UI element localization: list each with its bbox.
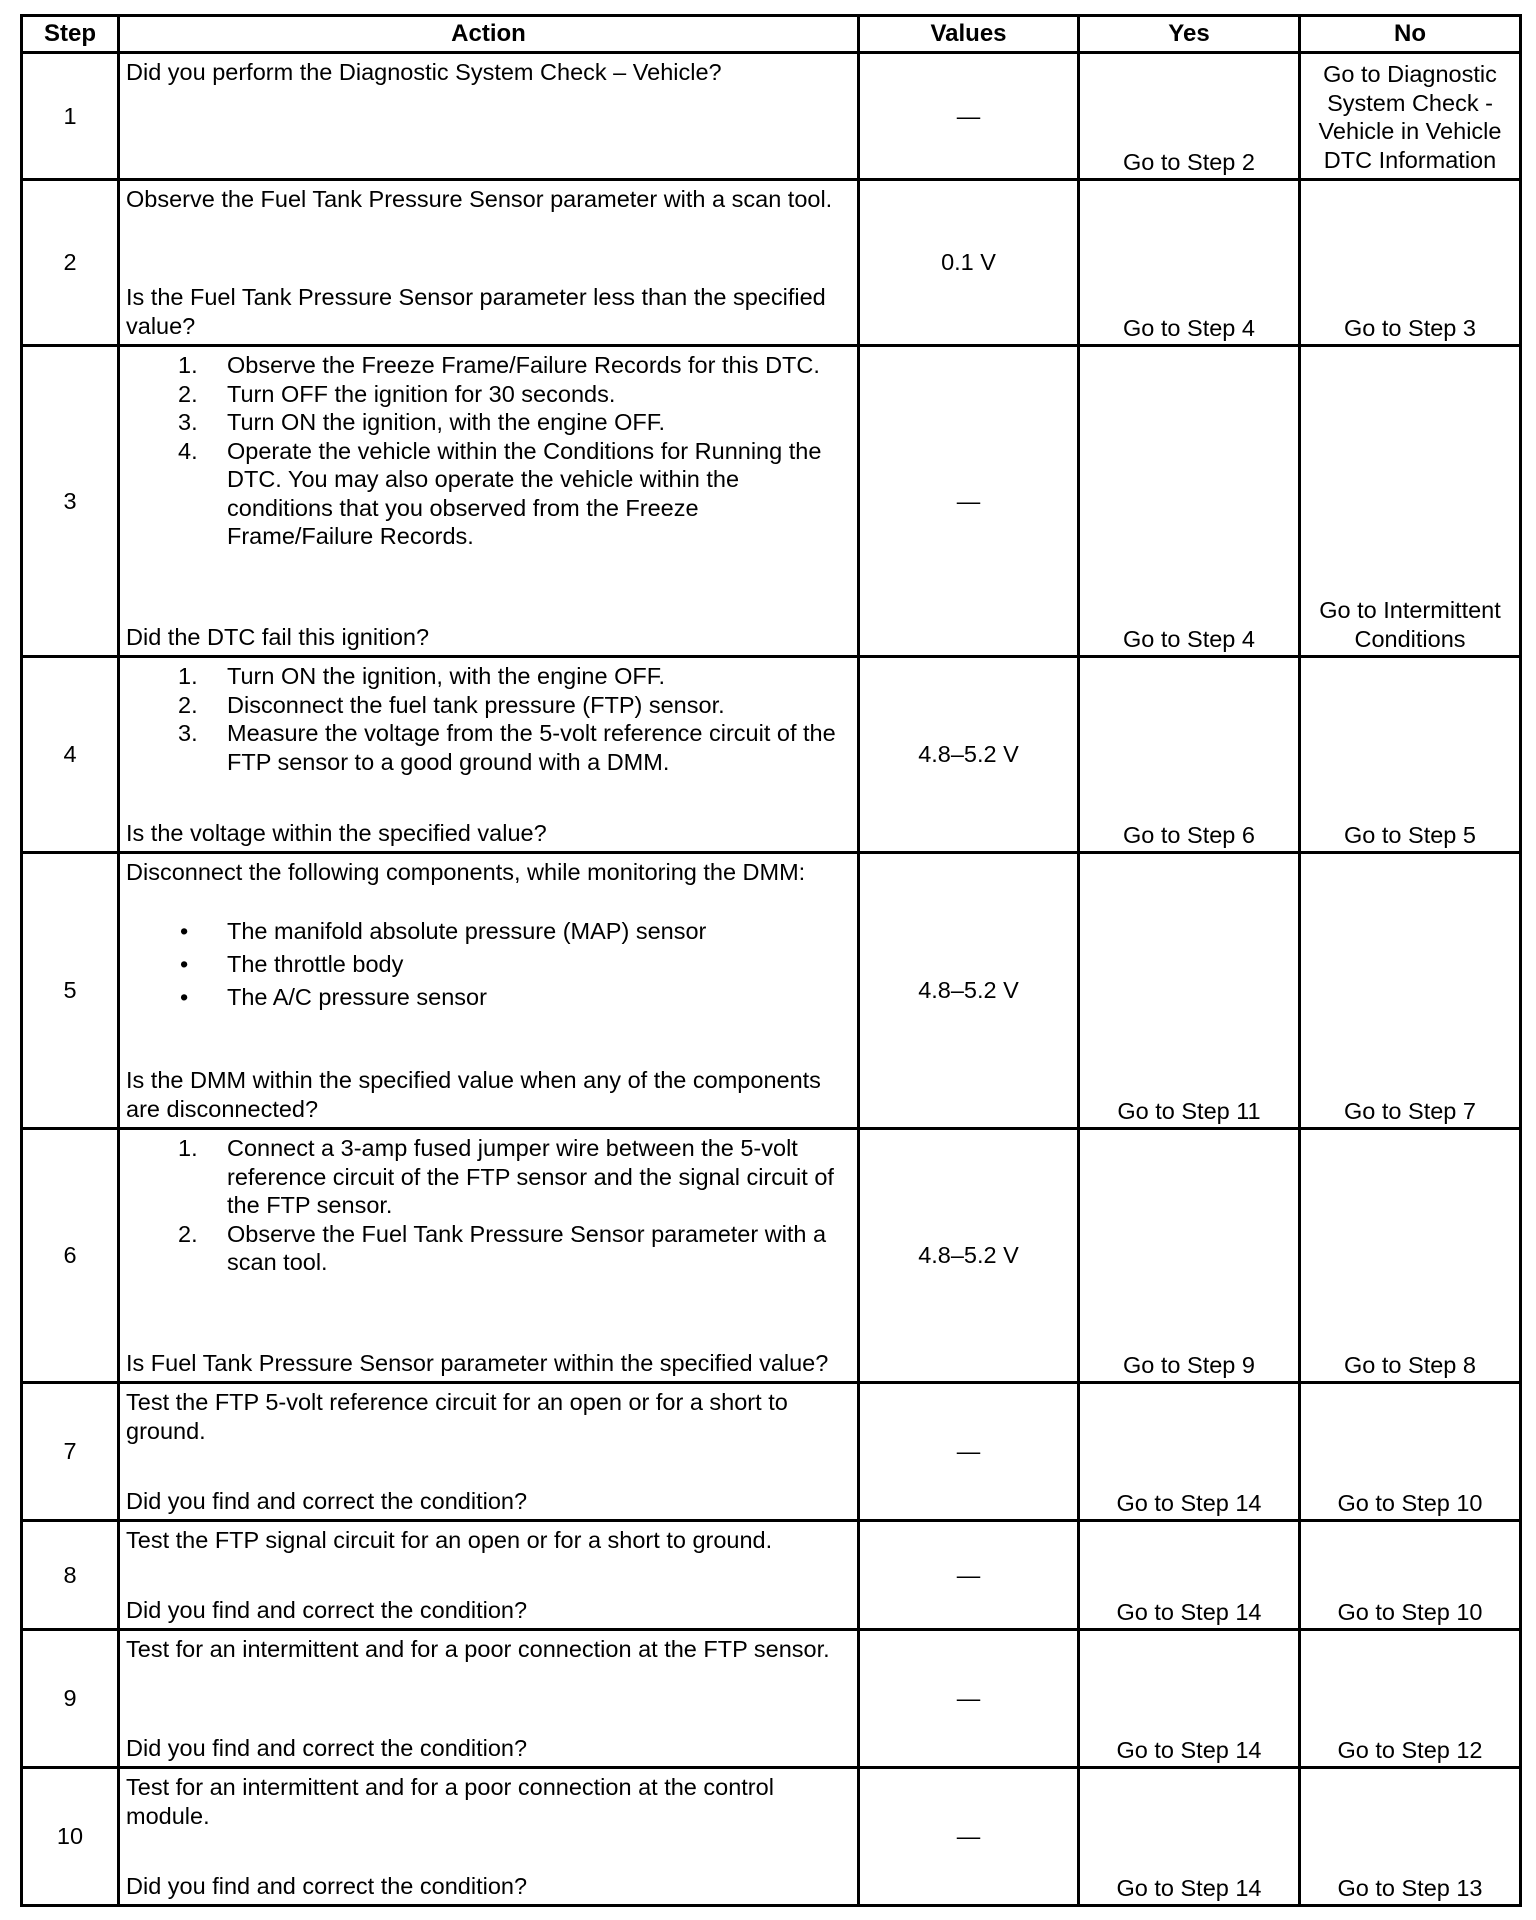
no-cell: Go to Step 3: [1300, 180, 1521, 346]
item-number: 3.: [178, 409, 198, 435]
yes-cell: Go to Step 4: [1079, 180, 1300, 346]
item-text: Observe the Fuel Tank Pressure Sensor parameter with a scan tool.: [227, 1220, 827, 1275]
table-row: [22, 1768, 1521, 1906]
step-number: 2: [22, 180, 119, 346]
action-question: Did the DTC fail this ignition?: [126, 623, 430, 650]
action-question: Did you find and correct the condition?: [126, 1872, 528, 1899]
action-text: Test for an intermittent and for a poor connection at the FTP sensor.: [126, 1636, 830, 1662]
table-row: [22, 180, 1521, 346]
list-item: [126, 915, 851, 948]
action-cell: [119, 1768, 859, 1906]
yes-cell: Go to Step 14: [1079, 1768, 1300, 1906]
header-no: No: [1300, 16, 1521, 53]
no-cell: Go to Step 10: [1300, 1383, 1521, 1521]
table-row: [22, 1383, 1521, 1521]
no-cell: Go to Step 7: [1300, 853, 1521, 1129]
header-step: Step: [22, 16, 119, 53]
no-cell: Go to Step 13: [1300, 1768, 1521, 1906]
item-text: Connect a 3-amp fused jumper wire between the 5-volt reference circuit of the FTP sensor and the signal circuit of the FTP sensor.: [227, 1135, 834, 1218]
table-row: [22, 53, 1521, 180]
no-cell: Go to Step 10: [1300, 1521, 1521, 1630]
action-question: Is the Fuel Tank Pressure Sensor parameter less than the specified value?: [126, 284, 826, 339]
value-cell: —: [859, 1768, 1079, 1906]
item-text: The manifold absolute pressure (MAP) sensor: [227, 917, 707, 944]
action-text: Observe the Fuel Tank Pressure Sensor parameter with a scan tool.: [126, 186, 833, 212]
diagnostic-table-sheet: [20, 14, 1519, 1907]
item-number: 2.: [178, 1220, 198, 1247]
header-yes: Yes: [1079, 16, 1300, 53]
header-action: Action: [119, 16, 859, 53]
yes-cell: Go to Step 14: [1079, 1630, 1300, 1768]
item-text: The A/C pressure sensor: [227, 983, 487, 1010]
numbered-steps: [126, 662, 851, 776]
item-text: The throttle body: [227, 950, 404, 977]
header-row: [22, 16, 1521, 53]
item-text: Turn OFF the ignition for 30 seconds.: [227, 380, 616, 407]
yes-cell: Go to Step 9: [1079, 1129, 1300, 1383]
step-number: 8: [22, 1521, 119, 1630]
yes-cell: Go to Step 11: [1079, 853, 1300, 1129]
list-item: [126, 351, 851, 380]
yes-cell: Go to Step 14: [1079, 1521, 1300, 1630]
yes-cell: Go to Step 6: [1079, 657, 1300, 853]
step-number: 4: [22, 657, 119, 853]
value-cell: 4.8–5.2 V: [859, 1129, 1079, 1383]
step-number: 7: [22, 1383, 119, 1521]
step-number: 10: [22, 1768, 119, 1906]
item-number: 1.: [178, 352, 198, 378]
table-row: [22, 346, 1521, 657]
header-values: Values: [859, 16, 1079, 53]
bullet-icon: •: [180, 983, 189, 1010]
action-cell: [119, 53, 859, 180]
step-number: 6: [22, 1129, 119, 1383]
action-cell: [119, 346, 859, 657]
action-question: Did you find and correct the condition?: [126, 1487, 528, 1514]
action-cell: [119, 657, 859, 853]
action-question: Is Fuel Tank Pressure Sensor parameter within the specified value?: [126, 1349, 829, 1376]
action-question: Did you find and correct the condition?: [126, 1596, 528, 1623]
item-number: 4.: [178, 437, 198, 464]
table-row: [22, 1521, 1521, 1630]
value-cell: 4.8–5.2 V: [859, 853, 1079, 1129]
list-item: [126, 691, 851, 720]
step-number: 1: [22, 53, 119, 180]
action-cell: [119, 853, 859, 1129]
yes-cell: Go to Step 14: [1079, 1383, 1300, 1521]
action-text: Disconnect the following components, while monitoring the DMM:: [126, 859, 806, 885]
value-cell: —: [859, 1630, 1079, 1768]
action-question: Is the voltage within the specified value?: [126, 819, 547, 846]
value-cell: 4.8–5.2 V: [859, 657, 1079, 853]
list-item: [126, 719, 851, 776]
action-question: Did you find and correct the condition?: [126, 1734, 528, 1761]
action-cell: [119, 1129, 859, 1383]
list-item: [126, 981, 851, 1014]
item-number: 1.: [178, 663, 198, 689]
table-row: [22, 853, 1521, 1129]
no-cell: Go to Diagnostic System Check - Vehicle in Vehicle DTC Information: [1300, 53, 1521, 180]
action-question: Is the DMM within the specified value when any of the components are disconnected?: [126, 1067, 821, 1122]
item-text: Operate the vehicle within the Conditions for Running the DTC. You may also operate the vehicle within the conditions that you observed from the Freeze Frame/Failure Records.: [227, 437, 822, 549]
yes-cell: Go to Step 4: [1079, 346, 1300, 657]
item-text: Measure the voltage from the 5-volt reference circuit of the FTP sensor to a good ground with a DMM.: [227, 720, 836, 775]
item-text: Turn ON the ignition, with the engine OFF.: [227, 663, 666, 689]
table-row: [22, 1129, 1521, 1383]
action-text: Test for an intermittent and for a poor connection at the control module.: [126, 1774, 774, 1829]
action-cell: [119, 1630, 859, 1768]
value-cell: —: [859, 1383, 1079, 1521]
no-cell: Go to Intermittent Conditions: [1300, 346, 1521, 657]
action-cell: [119, 1383, 859, 1521]
step-number: 3: [22, 346, 119, 657]
table-row: [22, 657, 1521, 853]
item-number: 2.: [178, 691, 198, 718]
action-text: Test the FTP 5-volt reference circuit for an open or for a short to ground.: [126, 1389, 788, 1444]
no-cell: Go to Step 12: [1300, 1630, 1521, 1768]
list-item: [126, 948, 851, 981]
value-cell: —: [859, 346, 1079, 657]
yes-cell: Go to Step 2: [1079, 53, 1300, 180]
list-item: [126, 1134, 851, 1220]
action-cell: [119, 180, 859, 346]
value-cell: 0.1 V: [859, 180, 1079, 346]
step-number: 5: [22, 853, 119, 1129]
item-text: Turn ON the ignition, with the engine OFF.: [227, 409, 666, 435]
value-cell: —: [859, 1521, 1079, 1630]
list-item: [126, 437, 851, 551]
numbered-steps: [126, 1134, 851, 1277]
step-number: 9: [22, 1630, 119, 1768]
bullet-list: [126, 915, 851, 1014]
item-number: 3.: [178, 720, 198, 746]
bullet-icon: •: [180, 917, 189, 944]
table-row: [22, 1630, 1521, 1768]
item-number: 1.: [178, 1135, 198, 1161]
no-cell: Go to Step 8: [1300, 1129, 1521, 1383]
action-cell: [119, 1521, 859, 1630]
action-text: Test the FTP signal circuit for an open or for a short to ground.: [126, 1527, 773, 1553]
numbered-steps: [126, 351, 851, 551]
diagnostic-table: [20, 14, 1522, 1907]
bullet-icon: •: [180, 950, 189, 977]
list-item: [126, 1220, 851, 1277]
item-text: Disconnect the fuel tank pressure (FTP) sensor.: [227, 691, 725, 718]
item-number: 2.: [178, 380, 198, 407]
no-cell: Go to Step 5: [1300, 657, 1521, 853]
action-text: Did you perform the Diagnostic System Check – Vehicle?: [126, 59, 722, 85]
list-item: [126, 408, 851, 437]
value-cell: —: [859, 53, 1079, 180]
item-text: Observe the Freeze Frame/Failure Records for this DTC.: [227, 352, 820, 378]
list-item: [126, 380, 851, 409]
list-item: [126, 662, 851, 691]
